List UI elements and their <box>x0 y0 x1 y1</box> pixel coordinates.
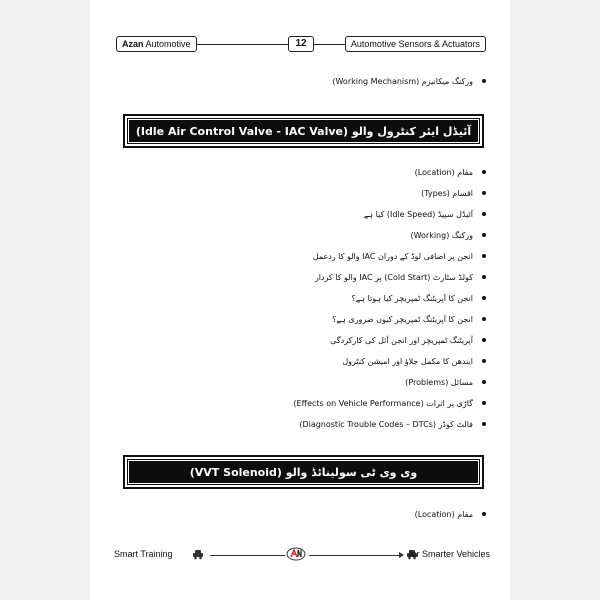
list-item-text: انجن کا آپریٹنگ ٹمپریچر کیا ہوتا ہے؟ <box>351 293 473 303</box>
page-number: 12 <box>288 36 314 52</box>
bullet-icon <box>482 380 486 384</box>
list-item-text: فالٹ کوڈز (Diagnostic Trouble Codes – DTCs) <box>299 419 473 429</box>
bullet-icon <box>482 317 486 321</box>
bullet-icon <box>482 359 486 363</box>
list-item-text: آپریٹنگ ٹمپریچر اور انجن آئل کی کارکردگی <box>330 335 473 345</box>
section-title: آئیڈل ایئر کنٹرول والو (Idle Air Control Valve - IAC Valve) <box>135 124 472 138</box>
left-margin <box>0 0 90 600</box>
bullet-icon <box>482 254 486 258</box>
bullet-icon <box>482 275 486 279</box>
arrow-icon <box>399 552 404 558</box>
bullet-icon <box>482 422 486 426</box>
list-item <box>415 164 486 180</box>
list-item-text: انجن کا آپریٹنگ ٹمپریچر کیوں ضروری ہے؟ <box>332 314 473 324</box>
list-item <box>405 374 486 390</box>
list-item-text: گاڑی پر اثرات (Effects on Vehicle Performance) <box>293 398 473 408</box>
brand-bold: Azan <box>122 39 144 49</box>
list-item-text: مقام (Location) <box>414 509 473 519</box>
bullet-icon <box>482 401 486 405</box>
page-footer <box>114 546 490 564</box>
bullet-icon <box>482 170 486 174</box>
list-item <box>315 269 486 285</box>
list-item <box>410 227 486 243</box>
list-item-text: ورکنگ (Working) <box>410 230 473 240</box>
list-item <box>332 311 486 327</box>
brand-rest: Automotive <box>143 39 191 49</box>
footer-rule <box>309 555 399 556</box>
list-item <box>330 332 486 348</box>
header-topic: Automotive Sensors & Actuators <box>345 36 486 52</box>
bullet-icon <box>482 191 486 195</box>
header-brand <box>116 36 197 52</box>
list-item <box>313 248 486 264</box>
section-title: وی وی ٹی سولینائڈ والو (VVT Solenoid) <box>189 465 418 479</box>
footer-rule <box>210 555 285 556</box>
bullet-icon <box>482 212 486 216</box>
list-item <box>364 206 486 222</box>
bullet-icon <box>482 296 486 300</box>
list-item <box>415 506 486 522</box>
list-item-text: انجن پر اضافی لوڈ کے دوران IAC والو کا ردعمل <box>312 251 473 261</box>
car-icon <box>192 548 204 560</box>
list-item <box>421 185 486 201</box>
footer-left-text: Smart Training <box>114 549 173 559</box>
page-header <box>116 36 486 52</box>
list-item <box>299 416 486 432</box>
bullet-icon <box>482 233 486 237</box>
right-margin <box>510 0 600 600</box>
list-item-text: مسائل (Problems) <box>405 377 473 387</box>
list-item-text: کولڈ سٹارٹ (Cold Start) پر IAC والو کا کردار <box>314 272 473 282</box>
footer-right-text: for Smarter Vehicles <box>408 549 490 559</box>
list-item-text: مقام (Location) <box>414 167 473 177</box>
section-banner-iac <box>123 114 484 148</box>
bullet-icon <box>482 79 486 83</box>
section-banner-vvt <box>123 455 484 489</box>
list-item <box>342 353 486 369</box>
list-item <box>293 395 486 411</box>
document-page <box>90 0 510 600</box>
list-item-text: ایندھن کا مکمل جلاؤ اور امیشن کنٹرول <box>342 356 473 366</box>
list-item <box>351 290 486 306</box>
bullet-icon <box>482 512 486 516</box>
list-item-text: آئیڈل سپیڈ (Idle Speed) کیا ہے <box>363 209 473 219</box>
list-item-text: اقسام (Types) <box>421 188 473 198</box>
intro-list-item <box>332 73 486 89</box>
brand-logo-icon <box>286 547 306 561</box>
list-item-text: ورکنگ میکانیزم (Working Mechanism) <box>332 76 473 86</box>
bullet-icon <box>482 338 486 342</box>
